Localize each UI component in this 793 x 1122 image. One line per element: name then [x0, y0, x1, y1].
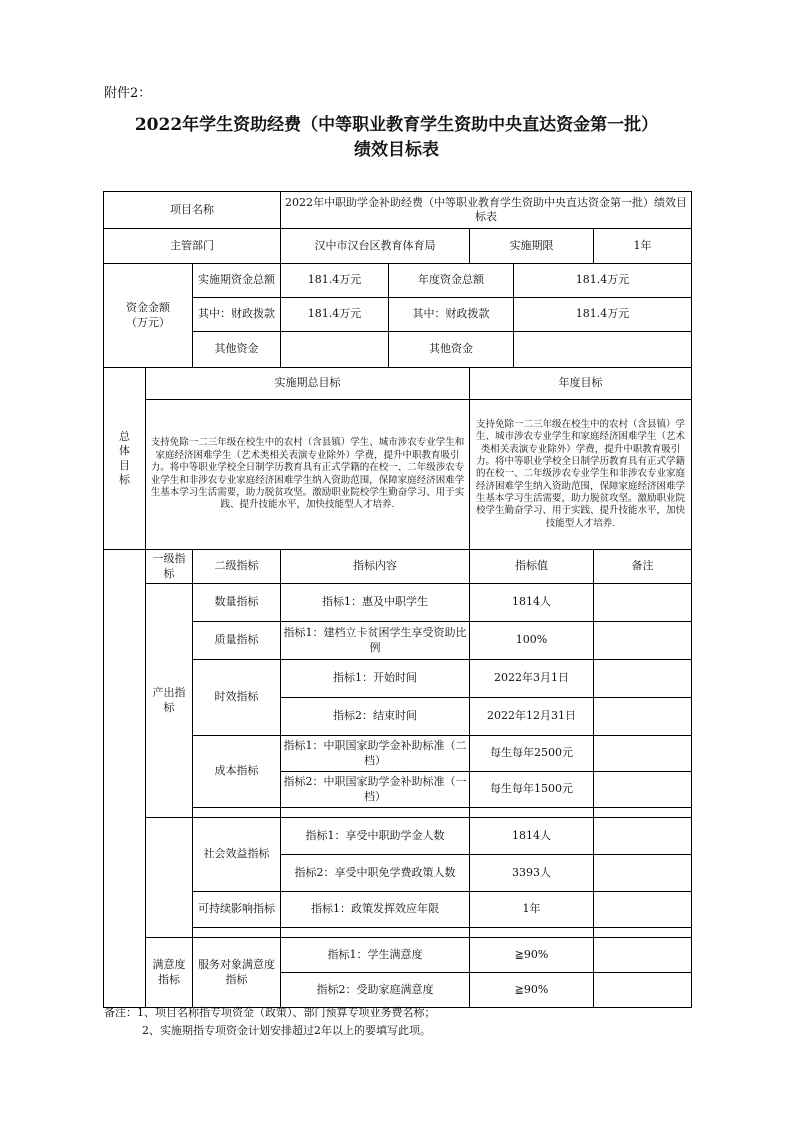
header-remark: 备注 — [594, 550, 692, 584]
social2-value: 3393人 — [470, 855, 594, 892]
effect-spacer-l2 — [193, 928, 281, 938]
quality-indicator-label: 质量指标 — [193, 622, 281, 660]
funds-year-other-label: 其他资金 — [389, 332, 514, 368]
sat2-value: ≧90% — [470, 973, 594, 1008]
effect-spacer-remark — [594, 928, 692, 938]
funds-year-fiscal-label: 其中：财政拨款 — [389, 298, 514, 332]
period-goal-text: 支持免除一二三年级在校生中的农村（含县镇）学生、城市涉农专业学生和家庭经济困难学生（艺术类相关表演专业除外）学费，提升中职教育吸引力。将中等职业学校全日制学历教育具有正式学籍的在校一、二年级涉农专业学生和非涉农专业家庭经济困难学生纳入资助范围，保障家庭经济困难学生基本学习生活需要，助力脱贫攻坚。激励职业院校学生勤奋学习、用于实践、提升技能水平，加快技能型人才培养. — [146, 400, 470, 550]
cost1-value: 每生每年2500元 — [470, 736, 594, 772]
effect-spacer-content — [281, 928, 470, 938]
period-label: 实施期限 — [470, 229, 594, 264]
funds-fiscal-label: 其中：财政拨款 — [193, 298, 281, 332]
output-spacer-remark — [594, 808, 692, 818]
funds-row-fiscal — [104, 298, 692, 332]
table-row — [104, 584, 692, 622]
social-indicator-label: 社会效益指标 — [193, 818, 281, 892]
header-content: 指标内容 — [281, 550, 470, 584]
social2-remark — [594, 855, 692, 892]
sustain-indicator-label: 可持续影响指标 — [193, 892, 281, 928]
period-value: 1年 — [594, 229, 692, 264]
quantity-content: 指标1：惠及中职学生 — [281, 584, 470, 622]
satisfaction-l1-label: 满意度指标 — [146, 938, 193, 1008]
table-row — [104, 660, 692, 698]
year-goal-text: 支持免除一二三年级在校生中的农村（含县镇）学生、城市涉农专业学生和家庭经济困难学生（艺术类相关表演专业除外）学费，提升中职教育吸引力。将中等职业学校全日制学历教育具有正式学籍的在校一、二年级涉农专业学生和非涉农专业家庭经济困难学生纳入资助范围，保障家庭经济困难学生基本学习生活需要，助力脱贫攻坚。激励职业院校学生勤奋学习、用于实践、提升技能水平，加快技能型人才培养. — [470, 400, 692, 550]
performance-target-table — [103, 191, 692, 1008]
sat1-value: ≧90% — [470, 938, 594, 973]
overall-goal-label — [104, 368, 146, 550]
funds-year-other-value — [514, 332, 692, 368]
indicator-blank-cell — [104, 550, 146, 1008]
dept-value: 汉中市汉台区教育体育局 — [281, 229, 470, 264]
output-spacer-value — [470, 808, 594, 818]
table-row — [104, 928, 692, 938]
funds-label-line1: 资金金额 — [126, 301, 170, 315]
goals-text-row — [104, 400, 692, 550]
funds-other-label: 其他资金 — [193, 332, 281, 368]
funds-year-total-value: 181.4万元 — [514, 264, 692, 298]
footnote-2: 2、实施期指专项资金计划安排超过2年以上的要填写此项。 — [142, 1023, 431, 1037]
social1-content: 指标1：享受中职助学金人数 — [281, 818, 470, 855]
dept-label: 主管部门 — [104, 229, 281, 264]
indicator-header-row — [104, 550, 692, 584]
satisfaction-l2-label: 服务对象满意度指标 — [193, 938, 281, 1008]
funds-label — [104, 264, 193, 368]
effect-spacer-value — [470, 928, 594, 938]
timeliness-indicator-label: 时效指标 — [193, 660, 281, 736]
funds-year-fiscal-value: 181.4万元 — [514, 298, 692, 332]
social1-value: 1814人 — [470, 818, 594, 855]
effect-blank-cell — [146, 818, 193, 938]
social2-content: 指标2：享受中职免学费政策人数 — [281, 855, 470, 892]
project-row — [104, 192, 692, 229]
dept-row — [104, 229, 692, 264]
footnote-1: 备注：1、项目名称指专项资金（政策）、部门预算专项业务费名称； — [104, 1006, 436, 1019]
sustain1-remark — [594, 892, 692, 928]
goals-header-row — [104, 368, 692, 400]
cost2-remark — [594, 772, 692, 808]
funds-label-line2: （万元） — [126, 315, 170, 329]
sat1-remark — [594, 938, 692, 973]
period-goal-header: 实施期总目标 — [146, 368, 470, 400]
output-spacer-content — [281, 808, 470, 818]
project-name-label: 项目名称 — [104, 192, 281, 229]
funds-total-value: 181.4万元 — [281, 264, 389, 298]
quantity-remark — [594, 584, 692, 622]
cost-indicator-label: 成本指标 — [193, 736, 281, 808]
time1-remark — [594, 660, 692, 698]
quality-value: 100% — [470, 622, 594, 660]
funds-total-label: 实施期资金总额 — [193, 264, 281, 298]
table-row — [104, 818, 692, 855]
project-name-value: 2022年中职助学金补助经费（中等职业教育学生资助中央直达资金第一批）绩效目标表 — [281, 192, 692, 229]
sustain1-content: 指标1：政策发挥效应年限 — [281, 892, 470, 928]
sat2-remark — [594, 973, 692, 1008]
cost2-content: 指标2：中职国家助学金补助标准（一档） — [281, 772, 470, 808]
table-row — [104, 736, 692, 772]
funds-row-total — [104, 264, 692, 298]
table-row — [104, 938, 692, 973]
attachment-label: 附件2： — [104, 86, 152, 101]
quality-remark — [594, 622, 692, 660]
table-row — [104, 622, 692, 660]
time1-content: 指标1：开始时间 — [281, 660, 470, 698]
funds-other-value — [281, 332, 389, 368]
cost1-remark — [594, 736, 692, 772]
cost1-content: 指标1：中职国家助学金补助标准（二档） — [281, 736, 470, 772]
quality-content: 指标1：建档立卡贫困学生享受资助比例 — [281, 622, 470, 660]
funds-year-total-label: 年度资金总额 — [389, 264, 514, 298]
quantity-value: 1814人 — [470, 584, 594, 622]
sat1-content: 指标1：学生满意度 — [281, 938, 470, 973]
table-row — [104, 892, 692, 928]
output-indicator-label: 产出指标 — [146, 584, 193, 818]
document-title: 2022年学生资助经费（中等职业教育学生资助中央直达资金第一批） — [134, 115, 659, 135]
output-spacer-l2 — [193, 808, 281, 818]
time1-value: 2022年3月1日 — [470, 660, 594, 698]
year-goal-header: 年度目标 — [470, 368, 692, 400]
time2-content: 指标2：结束时间 — [281, 698, 470, 736]
funds-row-other — [104, 332, 692, 368]
funds-fiscal-value: 181.4万元 — [281, 298, 389, 332]
footnotes — [104, 1004, 436, 1039]
sat2-content: 指标2：受助家庭满意度 — [281, 973, 470, 1008]
table-row — [104, 808, 692, 818]
cost2-value: 每生每年1500元 — [470, 772, 594, 808]
header-value: 指标值 — [470, 550, 594, 584]
document-subtitle: 绩效目标表 — [354, 140, 439, 160]
header-level2: 二级指标 — [193, 550, 281, 584]
header-level1: 一级指标 — [146, 550, 193, 584]
social1-remark — [594, 818, 692, 855]
quantity-indicator-label: 数量指标 — [193, 584, 281, 622]
time2-value: 2022年12月31日 — [470, 698, 594, 736]
overall-goal-label-text: 总体目标 — [119, 429, 130, 486]
time2-remark — [594, 698, 692, 736]
sustain1-value: 1年 — [470, 892, 594, 928]
